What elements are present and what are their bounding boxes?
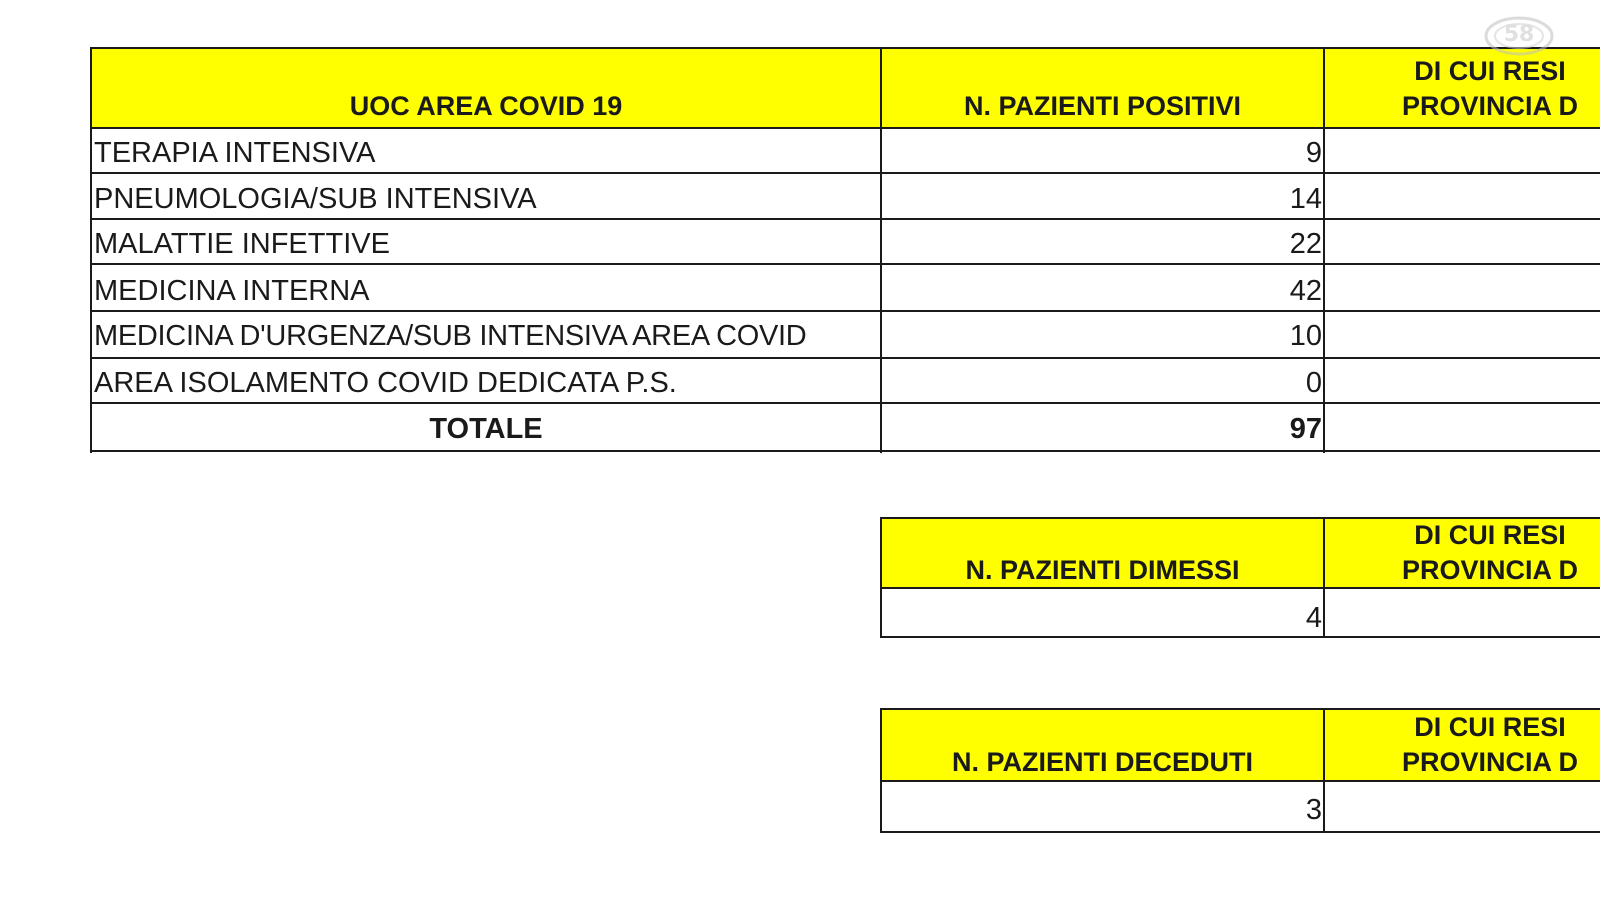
header-uoc: UOC AREA COVID 19 <box>349 91 623 121</box>
row-label: MEDICINA INTERNA <box>94 275 370 307</box>
watermark-logo-icon <box>1484 14 1554 58</box>
dimessi-residenti-line2: PROVINCIA D <box>1401 555 1578 585</box>
header-positivi: N. PAZIENTI POSITIVI <box>963 91 1242 121</box>
row-value: 10 <box>1289 320 1322 352</box>
deceduti-residenti-line1: DI CUI RESI <box>1414 712 1566 742</box>
dimessi-residenti-clip <box>1325 519 1600 588</box>
row-value: 0 <box>1305 367 1322 399</box>
grid-line <box>90 172 1600 174</box>
row-value: 14 <box>1289 183 1322 215</box>
total-value: 97 <box>1289 413 1322 445</box>
header-residenti-line2: PROVINCIA D <box>1401 91 1578 121</box>
header-deceduti: N. PAZIENTI DECEDUTI <box>951 747 1253 777</box>
watermark-text: 58 <box>1503 22 1535 47</box>
grid-line <box>880 636 1600 638</box>
row-value: 42 <box>1289 275 1322 307</box>
deceduti-value: 3 <box>1305 794 1322 826</box>
row-value: 22 <box>1289 228 1322 260</box>
header-residenti-clip <box>1325 49 1600 128</box>
row-label: TERAPIA INTENSIVA <box>94 137 376 169</box>
deceduti-residenti-clip <box>1325 710 1600 781</box>
grid-line <box>90 218 1600 220</box>
header-dimessi: N. PAZIENTI DIMESSI <box>965 555 1240 585</box>
dimessi-residenti-line1: DI CUI RESI <box>1414 520 1566 550</box>
dimessi-value: 4 <box>1305 602 1322 634</box>
grid-line <box>90 310 1600 312</box>
row-label: MALATTIE INFETTIVE <box>94 228 390 260</box>
total-label: TOTALE <box>429 413 543 445</box>
row-label: MEDICINA D'URGENZA/SUB INTENSIVA AREA COVID <box>94 320 807 352</box>
deceduti-residenti-line2: PROVINCIA D <box>1401 747 1578 777</box>
row-label: PNEUMOLOGIA/SUB INTENSIVA <box>94 183 537 215</box>
row-label: AREA ISOLAMENTO COVID DEDICATA P.S. <box>94 367 677 399</box>
grid-line <box>880 831 1600 833</box>
grid-line <box>90 450 1600 452</box>
header-residenti-line1: DI CUI RESI <box>1414 56 1566 86</box>
grid-line <box>90 263 1600 265</box>
grid-line <box>90 402 1600 404</box>
row-value: 9 <box>1305 137 1322 169</box>
grid-line <box>90 357 1600 359</box>
